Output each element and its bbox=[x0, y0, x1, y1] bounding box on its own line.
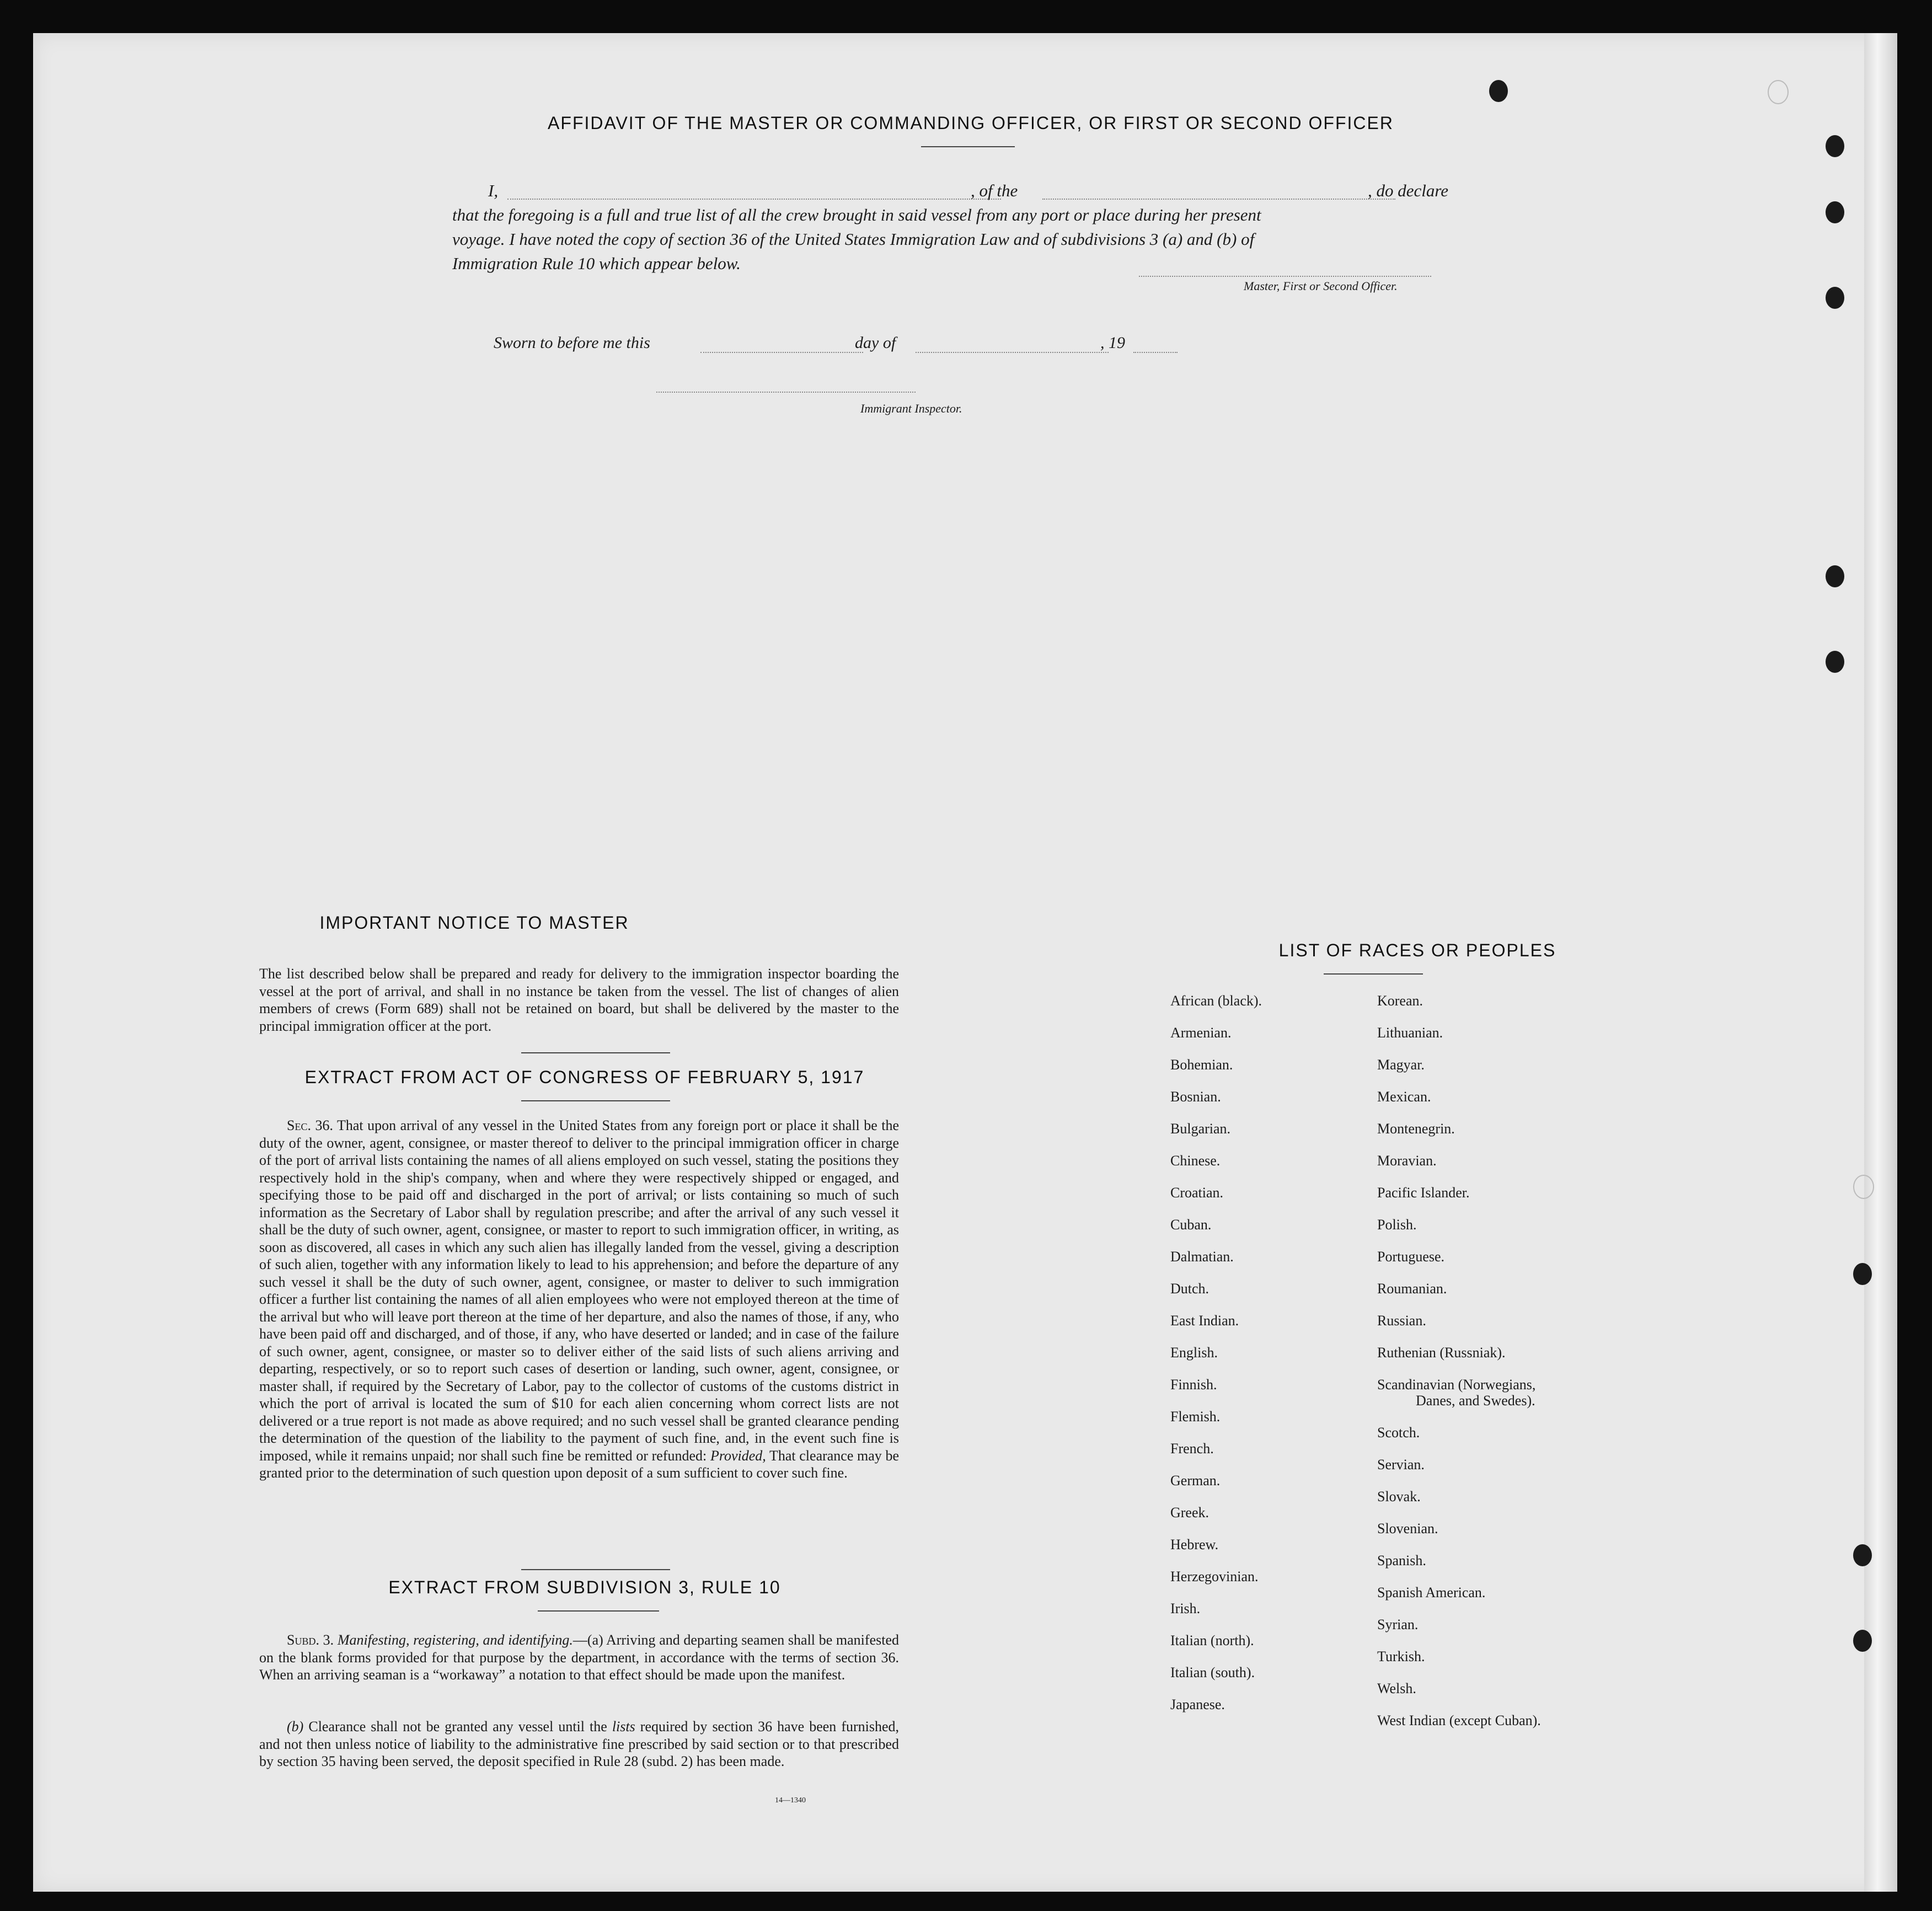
affidavit-line3: Immigration Rule 10 which appear below. bbox=[452, 254, 741, 273]
affidavit-title: AFFIDAVIT OF THE MASTER OR COMMANDING OFFICER, OR FIRST OR SECOND OFFICER bbox=[548, 113, 1394, 133]
races-rule bbox=[1324, 973, 1423, 975]
year-label: , 19 bbox=[1100, 334, 1125, 352]
notice-text: The list described below shall be prepared and ready for delivery to the immigration inspector boarding the vessel at the port of arrival, and shall in no instance be taken from the vessel. The list of changes of alien members of crews (Form 689) shall not be retained on board, but shall be delivered by the master to the principal immigration officer at the port. bbox=[259, 966, 899, 1034]
race-item: Chinese. bbox=[1170, 1153, 1221, 1169]
race-item: English. bbox=[1170, 1345, 1218, 1361]
name-field[interactable] bbox=[507, 199, 1001, 200]
race-item: Polish. bbox=[1377, 1217, 1417, 1233]
rule-para-b bbox=[259, 1718, 899, 1770]
race-item: Scandinavian (Norwegians, bbox=[1377, 1377, 1536, 1393]
race-item: Servian. bbox=[1377, 1457, 1425, 1473]
binder-hole bbox=[1826, 201, 1844, 223]
binder-hole bbox=[1826, 287, 1844, 309]
inspector-signature-field[interactable] bbox=[656, 392, 916, 393]
sworn-label: Sworn to before me this bbox=[494, 334, 650, 352]
race-item: Slovak. bbox=[1377, 1489, 1421, 1505]
rule-para-a-text: —(a) Arriving and departing seamen shall be manifested on the blank forms provided for that purpose by the department, in accordance with the terms of section 36. When an arriving seaman is a “workaway” a notation to that effect should be made upon the manifest. bbox=[259, 1632, 899, 1683]
rule-divider bbox=[521, 1569, 670, 1570]
inspector-label: Immigrant Inspector. bbox=[860, 402, 962, 415]
affidavit-declare: , do declare bbox=[1368, 181, 1449, 200]
rule-title: EXTRACT FROM SUBDIVISION 3, RULE 10 bbox=[388, 1577, 781, 1597]
race-item: African (black). bbox=[1170, 993, 1262, 1009]
race-item: Bohemian. bbox=[1170, 1057, 1233, 1073]
notice-rule bbox=[521, 1052, 670, 1053]
binder-hole bbox=[1489, 80, 1508, 102]
race-item: Italian (south). bbox=[1170, 1664, 1255, 1680]
binder-hole bbox=[1853, 1263, 1872, 1285]
affidavit-i: I, bbox=[488, 181, 499, 200]
race-item: Korean. bbox=[1377, 993, 1423, 1009]
race-item: Bulgarian. bbox=[1170, 1121, 1231, 1137]
binder-hole bbox=[1853, 1630, 1872, 1652]
binder-hole bbox=[1826, 651, 1844, 673]
race-item: Pacific Islander. bbox=[1377, 1185, 1470, 1201]
act-section-36 bbox=[259, 1117, 899, 1482]
day-of-label: day of bbox=[855, 334, 896, 352]
race-item: Roumanian. bbox=[1377, 1281, 1447, 1297]
race-item: West Indian (except Cuban). bbox=[1377, 1712, 1541, 1728]
rule-subd-heading: Manifesting, registering, and identifying. bbox=[337, 1632, 573, 1648]
race-item: Flemish. bbox=[1170, 1409, 1221, 1425]
race-item: Hebrew. bbox=[1170, 1537, 1219, 1553]
title-rule bbox=[921, 146, 1015, 147]
act-provided: Provided, bbox=[710, 1447, 766, 1464]
binder-hole bbox=[1826, 565, 1844, 587]
binder-hole bbox=[1853, 1544, 1872, 1566]
notice-title: IMPORTANT NOTICE TO MASTER bbox=[319, 913, 629, 933]
race-item: Lithuanian. bbox=[1377, 1025, 1443, 1041]
race-item: Montenegrin. bbox=[1377, 1121, 1455, 1137]
affidavit-line2: voyage. I have noted the copy of section 36 of the United States Immigration Law and of subdivisions 3 (a) and (b) of bbox=[452, 229, 1255, 249]
rule-title-underline bbox=[538, 1610, 659, 1612]
act-section-end: That clearance may be granted prior to the determination of such question upon deposit of a sum sufficient to cover such fine. bbox=[259, 1447, 900, 1481]
binder-hole bbox=[1826, 135, 1844, 157]
rule-para-a bbox=[259, 1631, 899, 1684]
race-item: Irish. bbox=[1170, 1600, 1201, 1616]
race-item: Syrian. bbox=[1377, 1616, 1419, 1632]
act-title: EXTRACT FROM ACT OF CONGRESS OF FEBRUARY 5, 1917 bbox=[304, 1067, 865, 1087]
races-title: LIST OF RACES OR PEOPLES bbox=[1278, 940, 1556, 960]
rule-para-b-text1: Clearance shall not be granted any vessel until the bbox=[308, 1719, 607, 1735]
race-item: Croatian. bbox=[1170, 1185, 1224, 1201]
rule-para-b-label: (b) bbox=[287, 1719, 304, 1735]
race-item: Moravian. bbox=[1377, 1153, 1437, 1169]
race-item: Ruthenian (Russniak). bbox=[1377, 1345, 1506, 1361]
document-page bbox=[33, 33, 1897, 1892]
race-item: Finnish. bbox=[1170, 1377, 1217, 1393]
race-item: Dutch. bbox=[1170, 1281, 1209, 1297]
rule-subd-label: Subd. 3. bbox=[287, 1632, 334, 1648]
race-item: Mexican. bbox=[1377, 1089, 1431, 1105]
race-item: German. bbox=[1170, 1473, 1221, 1489]
race-item: Russian. bbox=[1377, 1313, 1426, 1329]
race-item: French. bbox=[1170, 1441, 1214, 1457]
signature-label: Master, First or Second Officer. bbox=[1244, 279, 1398, 293]
form-number: 14—1340 bbox=[775, 1796, 806, 1805]
race-item: Italian (north). bbox=[1170, 1632, 1254, 1648]
race-item: Herzegovinian. bbox=[1170, 1569, 1259, 1585]
page-edge bbox=[1864, 33, 1897, 1892]
race-item: Turkish. bbox=[1377, 1648, 1425, 1664]
day-field[interactable] bbox=[700, 352, 863, 353]
race-item: Spanish American. bbox=[1377, 1585, 1486, 1600]
binder-hole bbox=[1768, 80, 1789, 104]
vessel-field[interactable] bbox=[1042, 199, 1395, 200]
act-section-label: Sec. 36. bbox=[287, 1117, 333, 1133]
month-field[interactable] bbox=[916, 352, 1109, 353]
year-field[interactable] bbox=[1133, 352, 1178, 353]
affidavit-of-the: , of the bbox=[971, 181, 1018, 200]
binder-hole bbox=[1853, 1175, 1874, 1199]
race-item: Bosnian. bbox=[1170, 1089, 1221, 1105]
rule-para-b-lists: lists bbox=[612, 1719, 635, 1735]
affidavit-line1: that the foregoing is a full and true list of all the crew brought in said vessel from any port or place during her present bbox=[452, 205, 1261, 224]
race-item: Japanese. bbox=[1170, 1696, 1225, 1712]
race-item: Spanish. bbox=[1377, 1553, 1426, 1569]
race-item: Portuguese. bbox=[1377, 1249, 1445, 1265]
race-item: Greek. bbox=[1170, 1505, 1209, 1521]
signature-field[interactable] bbox=[1139, 276, 1431, 277]
race-item: East Indian. bbox=[1170, 1313, 1239, 1329]
race-item: Magyar. bbox=[1377, 1057, 1425, 1073]
act-rule bbox=[521, 1100, 670, 1101]
race-item: Slovenian. bbox=[1377, 1521, 1438, 1537]
rule-para-b-text2: required by section 36 have been furnished, and not then unless notice of liability to the administrative fine prescribed by said section or to that prescribed by section 35 having been served, the deposit specified in Rule 28 (subd. 2) has been made. bbox=[259, 1719, 900, 1769]
race-item: Cuban. bbox=[1170, 1217, 1212, 1233]
act-section-text: That upon arrival of any vessel in the United States from any foreign port or place it shall be the duty of the owner, agent, consignee, or master thereof to deliver to the principal immigration officer in charge of the port of arrival lists containing the names of all aliens employed on such vessel, stating the positions they respectively hold in the ship's company, when and where they were respectively shipped or engaged, and specifying those to be paid off and discharged in the port of arrival; or lists containing so much of such information as the Secretary of Labor shall by regulation prescribe; and after the arrival of any such vessel it shall be the duty of such owner, agent, consignee, or master to report to such immigration officer, in writing, as soon as discovered, all cases in which any such alien has illegally landed from the vessel, giving a description of such alien, together with any information likely to lead to his apprehension; and before the departure of any such vessel it shall be the duty of such owner, agent, consignee, or master to deliver to such immigration officer a further list containing the names of all alien employees who were not employed thereon at the time of the arrival but who will leave port thereon at the time of her departure, and also the names of those, if any, who have been paid off and discharged, and of those, if any, who have deserted or landed; and in case of the failure of such owner, agent, consignee, or master so to deliver either of the said lists of such aliens arriving and departing, respectively, or so to report such cases of desertion or landing, such owner, agent, consignee, or master shall, if required by the Secretary of Labor, pay to the collector of customs of the customs district in which the port of arrival is located the sum of $10 for each alien concerning whom correct lists are not delivered or a true report is not made as above required; and no such vessel shall be granted clearance pending the determination of the question of the liability to the payment of such fine, and, in the event such fine is imposed, while it remains unpaid; nor shall such fine be remitted or refunded: bbox=[259, 1117, 899, 1464]
race-item: Welsh. bbox=[1377, 1680, 1416, 1696]
race-item: Dalmatian. bbox=[1170, 1249, 1234, 1265]
race-item: Armenian. bbox=[1170, 1025, 1232, 1041]
race-item: Danes, and Swedes). bbox=[1416, 1393, 1535, 1409]
race-item: Scotch. bbox=[1377, 1425, 1420, 1441]
